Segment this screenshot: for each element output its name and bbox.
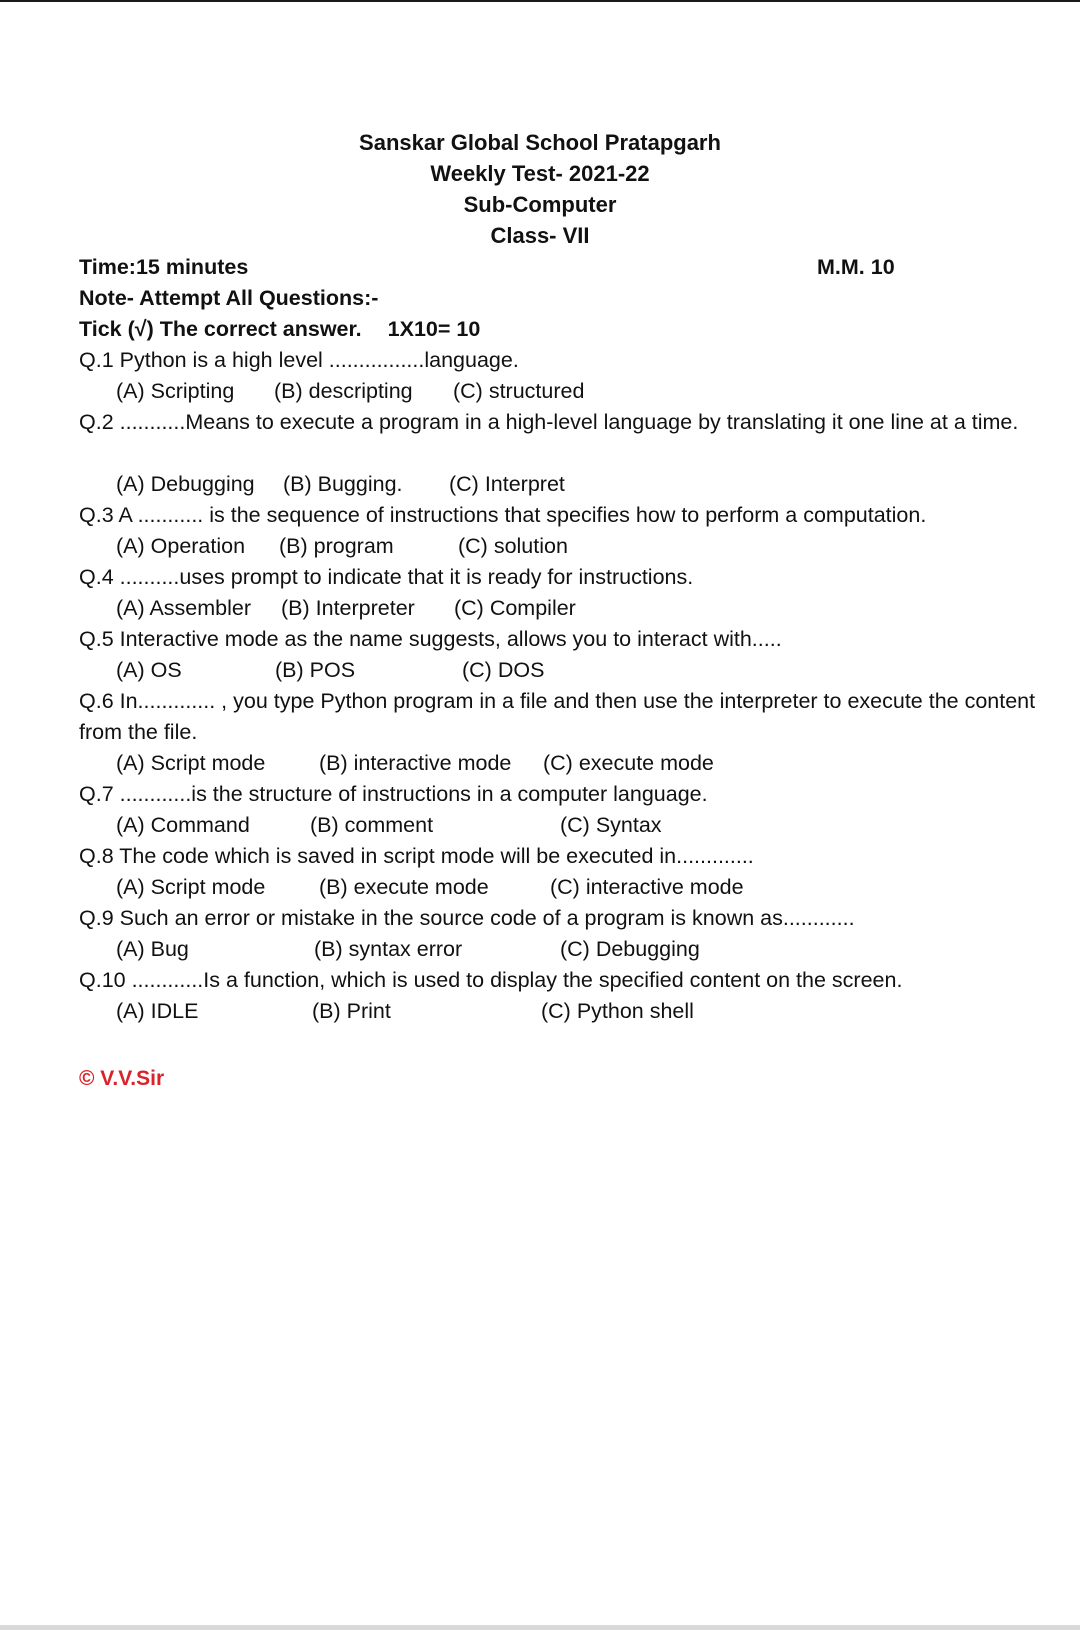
top-border: [0, 0, 1080, 2]
question-text: Q.9 Such an error or mistake in the source code of a program is known as............: [79, 906, 855, 930]
question-options: [79, 934, 1039, 965]
option-a: (A) Operation: [116, 534, 246, 558]
option-b: (B) program: [279, 534, 394, 558]
time-label: Time:15 minutes: [79, 255, 249, 279]
question-options: [79, 376, 1039, 407]
max-marks: M.M. 10: [817, 255, 895, 279]
question-options: [79, 748, 1039, 779]
question-options: [79, 810, 1039, 841]
option-c: (C) structured: [453, 379, 585, 403]
option-b: (B) Print: [312, 999, 391, 1023]
document-header: [0, 127, 1080, 251]
option-a: (A) Script mode: [116, 751, 266, 775]
option-c: (C) solution: [458, 534, 568, 558]
option-c: (C) Compiler: [454, 596, 576, 620]
option-b: (B) POS: [275, 658, 356, 682]
question-text: Q.4 ..........uses prompt to indicate that it is ready for instructions.: [79, 565, 694, 589]
question-text: Q.6 In............. , you type Python program in a file and then use the interpreter to execute the content from the file.: [79, 689, 1036, 744]
instruction-row: [79, 314, 1039, 345]
subject-title: Sub-Computer: [463, 192, 617, 217]
option-b: (B) comment: [310, 813, 434, 837]
time-row: [79, 252, 1039, 283]
option-a: (A) IDLE: [116, 999, 199, 1023]
option-c: (C) Syntax: [560, 813, 662, 837]
school-name: Sanskar Global School Pratapgarh: [359, 130, 721, 155]
option-a: (A) Bug: [116, 937, 189, 961]
option-b: (B) Bugging.: [283, 472, 403, 496]
option-c: (C) interactive mode: [550, 875, 744, 899]
question-text: Q.2 ...........Means to execute a program in a high-level language by translating it one line at a time.: [79, 410, 1019, 434]
question-text: Q.3 A ........... is the sequence of instructions that specifies how to perform a computation.: [79, 503, 927, 527]
question-options: [79, 655, 1039, 686]
option-a: (A) Command: [116, 813, 250, 837]
instruction-text: Tick (√) The correct answer.: [79, 317, 362, 341]
question-text: Q.1 Python is a high level ................language.: [79, 348, 519, 372]
test-title: Weekly Test- 2021-22: [430, 161, 650, 186]
option-c: (C) Interpret: [449, 472, 565, 496]
option-a: (A) Scripting: [116, 379, 235, 403]
note-line: Note- Attempt All Questions:-: [79, 286, 379, 310]
question-text: Q.7 ............is the structure of instructions in a computer language.: [79, 782, 708, 806]
option-b: (B) Interpreter: [281, 596, 415, 620]
option-c: (C) execute mode: [543, 751, 714, 775]
option-c: (C) Debugging: [560, 937, 700, 961]
option-b: (B) syntax error: [314, 937, 463, 961]
class-title: Class- VII: [490, 223, 590, 248]
test-body: [79, 252, 1039, 1027]
question-text: Q.10 ............Is a function, which is used to display the specified content on the screen.: [79, 968, 903, 992]
question-text: Q.5 Interactive mode as the name suggests, allows you to interact with.....: [79, 627, 782, 651]
question-text: Q.8 The code which is saved in script mode will be executed in.............: [79, 844, 754, 868]
option-b: (B) descripting: [274, 379, 413, 403]
question-options: [79, 872, 1039, 903]
question-options: [79, 531, 1039, 562]
option-c: (C) DOS: [462, 658, 545, 682]
copyright-notice: © V.V.Sir: [79, 1067, 165, 1090]
question-options: [79, 593, 1039, 624]
question-options: [79, 996, 1039, 1027]
option-a: (A) Debugging: [116, 472, 255, 496]
option-a: (A) OS: [116, 658, 182, 682]
option-c: (C) Python shell: [541, 999, 694, 1023]
option-a: (A) Script mode: [116, 875, 266, 899]
bottom-border: [0, 1625, 1080, 1630]
question-options: [79, 469, 1039, 500]
option-a: (A) Assembler: [116, 596, 252, 620]
option-b: (B) execute mode: [319, 875, 489, 899]
marks-formula: 1X10= 10: [387, 317, 481, 341]
option-b: (B) interactive mode: [319, 751, 512, 775]
